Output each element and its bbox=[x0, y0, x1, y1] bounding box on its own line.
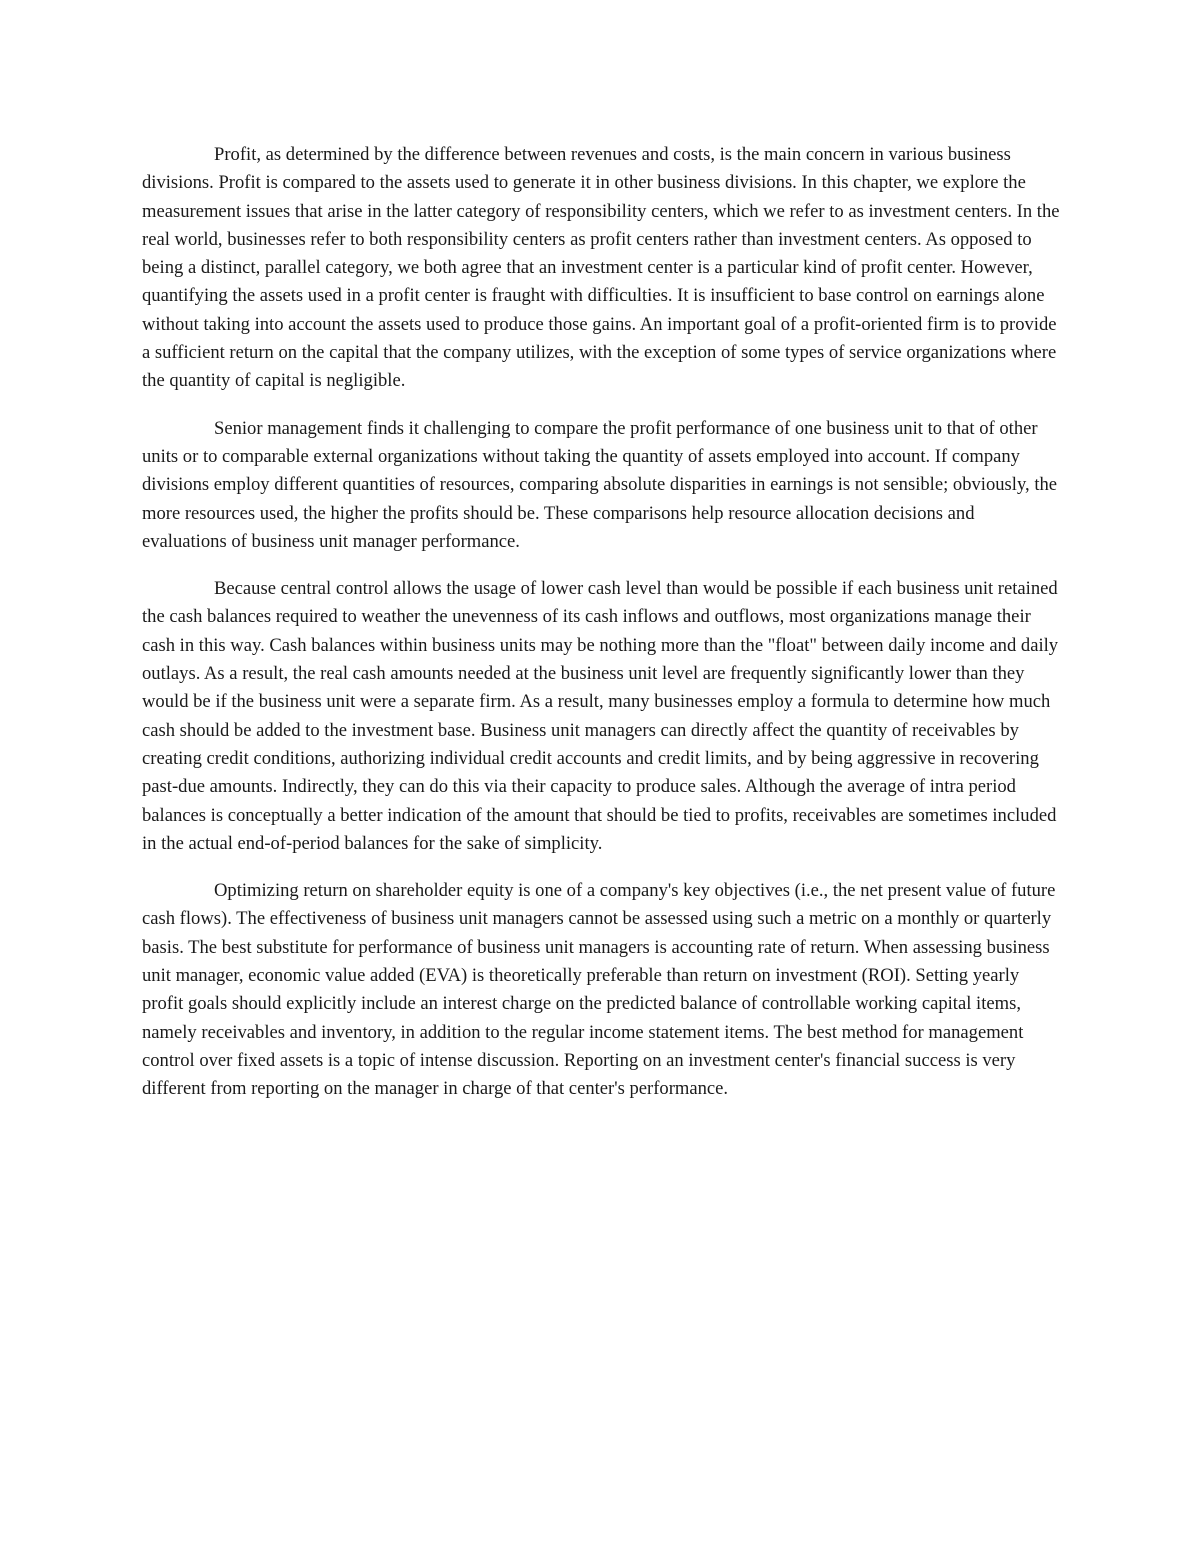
paragraph-1: Profit, as determined by the difference between revenues and costs, is the main concern in various business divisions. Profit is compared to the assets used to generate it in other business divisions. In this chapter, we explore the measurement issues that arise in the latter category of responsibility centers, which we refer to as investment centers. In the real world, businesses refer to both responsibility centers as profit centers rather than investment centers. As opposed to being a distinct, parallel category, we both agree that an investment center is a particular kind of profit center. However, quantifying the assets used in a profit center is fraught with difficulties. It is insufficient to base control on earnings alone without taking into account the assets used to produce those gains. An important goal of a profit-oriented firm is to provide a sufficient return on the capital that the company utilizes, with the exception of some types of service organizations where the quantity of capital is negligible. bbox=[142, 144, 1060, 392]
paragraph-3: Because central control allows the usage of lower cash level than would be possible if each business unit retained the cash balances required to weather the unevenness of its cash inflows and outflows, most organizations manage their cash in this way. Cash balances within business units may be nothing more than the "float" between daily income and daily outlays. As a result, the real cash amounts needed at the business unit level are frequently significantly lower than they would be if the business unit were a separate firm. As a result, many businesses employ a formula to determine how much cash should be added to the investment base. Business unit managers can directly affect the quantity of receivables by creating credit conditions, authorizing individual credit accounts and credit limits, and by being aggressive in recovering past-due amounts. Indirectly, they can do this via their capacity to produce sales. Although the average of intra period balances is conceptually a better indication of the amount that should be tied to profits, receivables are sometimes included in the actual end-of-period balances for the sake of simplicity. bbox=[142, 578, 1059, 854]
document-body bbox=[142, 141, 1062, 1104]
paragraph-4: Optimizing return on shareholder equity is one of a company's key objectives (i.e., the net present value of future cash flows). The effectiveness of business unit managers cannot be assessed using such a metric on a monthly or quarterly basis. The best substitute for performance of business unit managers is accounting rate of return. When assessing business unit manager, economic value added (EVA) is theoretically preferable than return on investment (ROI). Setting yearly profit goals should explicitly include an interest charge on the predicted balance of controllable working capital items, namely receivables and inventory, in addition to the regular income statement items. The best method for management control over fixed assets is a topic of intense discussion. Reporting on an investment center's financial success is very different from reporting on the manager in charge of that center's performance. bbox=[142, 880, 1056, 1100]
paragraph-2: Senior management finds it challenging to compare the profit performance of one business unit to that of other units or to comparable external organizations without taking the quantity of assets employed into account. If company divisions employ different quantities of resources, comparing absolute disparities in earnings is not sensible; obviously, the more resources used, the higher the profits should be. These comparisons help resource allocation decisions and evaluations of business unit manager performance. bbox=[142, 417, 1058, 552]
